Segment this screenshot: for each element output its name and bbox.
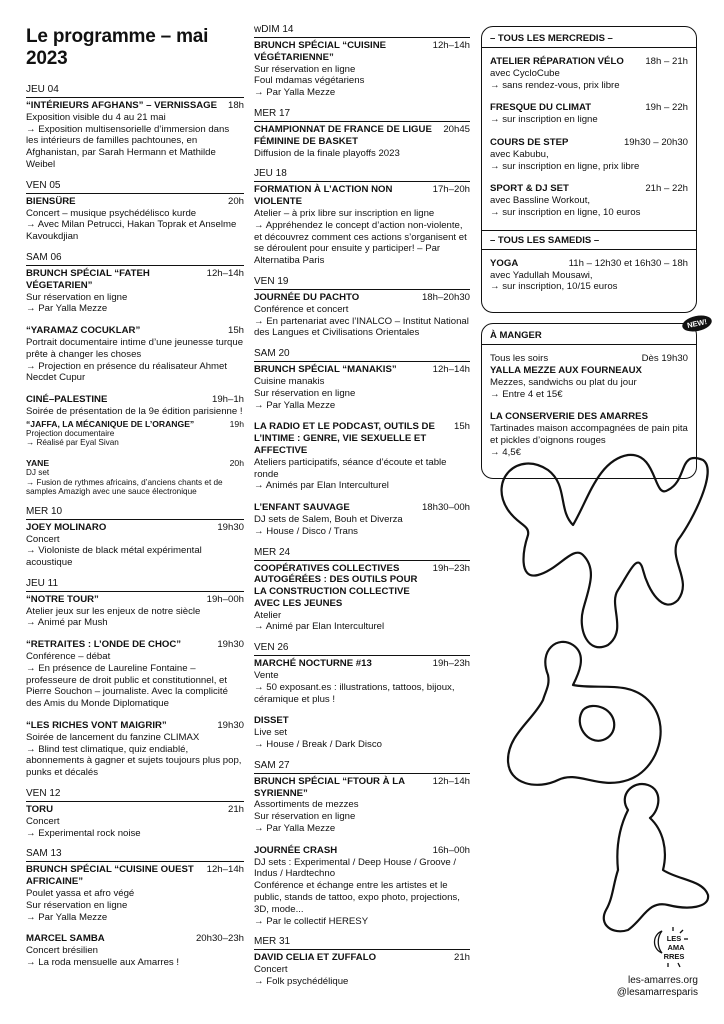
event-line: → Exposition multisensorielle d’immersion dans les intérieurs de familles pachtounes, en Afghanistan, par Sarah Hermann et Mathilde Weibel (26, 123, 230, 170)
samedis-label: – TOUS LES SAMEDIS – (482, 230, 696, 250)
event (254, 715, 470, 750)
event-time: 16h–00h (432, 844, 470, 856)
day-heading: MER 10 (26, 506, 244, 520)
event-line: Soirée de présentation de la 9e édition parisienne ! (26, 405, 243, 417)
event-line: Projection documentaire (26, 428, 115, 438)
event-line: DJ sets : Experimental / Deep House / Groove / Indus / Hardtechno (254, 856, 457, 880)
day-heading: VEN 26 (254, 642, 470, 656)
column-middle (254, 24, 470, 997)
event (490, 102, 688, 126)
event-title: BRUNCH SPÉCIAL “CUISINE VÉGÉTARIENNE” (254, 40, 387, 63)
event-title: COOPÉRATIVES COLLECTIVES AUTOGÉRÉES : DES OUTILS POUR LA CONSTRUCTION COLLECTIVE AVEC LES JEUNES (254, 562, 418, 609)
event-time: 19h – 22h (645, 102, 688, 114)
sub-event (26, 458, 244, 497)
event-line: → 50 exposant.es : illustrations, tattoos, bijoux, céramique et plus ! (254, 681, 455, 705)
event-header (26, 196, 244, 208)
event (254, 40, 470, 99)
page-title: Le programme – mai 2023 (26, 26, 209, 69)
event-line: → Animés par Elan Interculturel (254, 480, 389, 492)
event-title: BRUNCH SPÉCIAL “FATEH VÉGETARIEN” (26, 267, 150, 291)
logo-moon-icon (655, 931, 663, 953)
event-title: BRUNCH SPÉCIAL “CUISINE OUEST AFRICAINE” (26, 864, 194, 888)
event-line: Diffusion de la finale playoffs 2023 (254, 147, 400, 159)
event-header (490, 258, 688, 270)
event-time: 19h–23h (432, 658, 470, 670)
day-block (254, 168, 470, 267)
instagram-handle[interactable]: @lesamarresparis (616, 987, 698, 998)
event-title: BRUNCH SPÉCIAL “FTOUR À LA SYRIENNE” (254, 775, 405, 799)
food-title: YALLA MEZZE AUX FOURNEAUX (490, 364, 642, 376)
event-title: YOGA (490, 257, 519, 269)
event-header (490, 102, 688, 114)
event-header (26, 394, 244, 406)
event-line: Conférence et concert (254, 303, 349, 315)
event-title: FORMATION À L’ACTION NON VIOLENTE (254, 184, 393, 208)
event-line: Sur réservation en ligne (26, 291, 128, 303)
event (254, 952, 470, 987)
day-block (254, 108, 470, 159)
day-block (26, 180, 244, 243)
event-time: 19h–1h (211, 394, 244, 406)
event-header (254, 184, 470, 208)
event (490, 183, 688, 218)
event-line: Exposition visible du 4 au 21 mai (26, 111, 166, 123)
event-line: → House / Break / Dark Disco (254, 739, 382, 751)
event-header (490, 183, 688, 195)
event (26, 325, 244, 384)
column-left (26, 26, 244, 978)
event-title: COURS DE STEP (490, 136, 569, 148)
event-time: 19h30 (217, 521, 244, 533)
event-time: 11h – 12h30 et 16h30 – 18h (568, 257, 688, 269)
mercredis-label: – TOUS LES MERCREDIS – (482, 33, 696, 48)
event-line: Atelier (254, 609, 282, 621)
event (254, 502, 470, 537)
event-line: Concert (26, 533, 60, 545)
event-line: → Blind test climatique, quiz endiablé, abonnements à gagner et sujets toujours plus pop, punks et décalés (26, 743, 242, 779)
day-heading: VEN 12 (26, 788, 244, 802)
event-line: → Experimental rock noise (26, 827, 141, 839)
dancing-figures-illustration (478, 440, 718, 940)
food-item (490, 353, 688, 400)
event-line: → La roda mensuelle aux Amarres ! (26, 957, 180, 969)
event (254, 563, 470, 634)
event-time: 19h–00h (206, 593, 244, 605)
day-heading: JEU 18 (254, 168, 470, 182)
event-line: → Violoniste de black métal expérimental acoustique (26, 545, 202, 569)
event-title: L’ENFANT SAUVAGE (254, 502, 350, 514)
event-header (254, 715, 470, 727)
event-header (254, 563, 470, 610)
day-heading: MER 31 (254, 936, 470, 950)
event-title: “RETRAITES : L’ONDE DE CHOC” (26, 639, 182, 651)
event-line: → Par Yalla Mezze (26, 303, 108, 315)
event (26, 594, 244, 629)
event-title: CINÉ–PALESTINE (26, 394, 108, 406)
day-heading: MER 24 (254, 547, 470, 561)
event-title: “YARAMAZ COCUKLAR” (26, 325, 141, 337)
food-pre-time: Dès 19h30 (641, 353, 688, 365)
food-pre: Tous les soirs (490, 353, 549, 365)
event-time: 12h–14h (432, 40, 470, 51)
event-line: Atelier jeux sur les enjeux de notre siècle (26, 605, 201, 617)
event-line: Sur réservation en ligne (254, 811, 356, 823)
event-line: Poulet yassa et afro végé (26, 888, 135, 900)
event-time: 15h (227, 325, 244, 337)
event-line: DJ sets de Salem, Bouh et Diverza (254, 513, 403, 525)
day-block (26, 578, 244, 779)
event-time: 17h–20h (432, 184, 470, 196)
event-time: 21h – 22h (645, 183, 688, 195)
event-header (26, 268, 244, 292)
event-title: ATELIER RÉPARATION VÉLO (490, 56, 624, 67)
event (254, 292, 470, 339)
day-heading: VEN 05 (26, 180, 244, 194)
day-block (254, 547, 470, 634)
event-header (26, 100, 244, 112)
svg-text:AMA: AMA (667, 943, 685, 952)
event-line: → sur inscription, 10/15 euros (490, 281, 618, 293)
event-header (26, 419, 244, 429)
event-line: Concert – musique psychédélisco kurde (26, 207, 197, 219)
event-time: 12h–14h (432, 775, 470, 787)
event (254, 184, 470, 267)
event (26, 394, 244, 497)
event-title: MARCEL SAMBA (26, 933, 105, 945)
sub-event (26, 419, 244, 448)
event-header (254, 124, 470, 148)
event-line: Concert brésilien (26, 945, 98, 957)
event-header (254, 292, 470, 304)
day-block (26, 788, 244, 839)
event-header (254, 658, 470, 670)
event (26, 100, 244, 171)
event-time: 21h (227, 804, 244, 816)
event-line: Ateliers participatifs, séance d’écoute et table ronde (254, 456, 447, 480)
event-header (254, 502, 470, 514)
event-line: → sur inscription en ligne (490, 114, 598, 126)
event-line: → Avec Milan Petrucci, Hakan Toprak et Anselme Kavoukdjian (26, 219, 237, 243)
event-time: 12h–14h (206, 864, 244, 876)
event-header (26, 720, 244, 732)
event-line: → Réalisé par Eyal Sivan (26, 438, 119, 448)
event-header (26, 804, 244, 816)
day-heading: MER 17 (254, 108, 470, 122)
day-heading: SAM 06 (26, 252, 244, 266)
event-line: → Animé par Mush (26, 617, 108, 629)
event-time: 15h (453, 421, 470, 433)
event-line: Concert (254, 964, 288, 976)
event-time: 20h30–23h (195, 933, 244, 945)
event-line: Portrait documentaire intime d’une jeunesse turque prête à changer les choses (26, 336, 244, 360)
day-block (254, 276, 470, 339)
event-header (490, 137, 688, 149)
event (490, 258, 688, 293)
svg-text:LES: LES (666, 934, 682, 943)
event-title: CHAMPIONNAT DE FRANCE DE LIGUE FÉMININE DE BASKET (254, 123, 432, 147)
event-line: avec Bassline Workout, (490, 195, 591, 207)
day-heading: VEN 19 (254, 276, 470, 290)
day-block (254, 642, 470, 751)
day-block (254, 348, 470, 537)
event (254, 364, 470, 411)
food-line: → 4,5€ (490, 446, 521, 458)
event (490, 56, 688, 91)
event-time: 19h30 – 20h30 (623, 136, 688, 148)
event (254, 124, 470, 159)
event-title: BRUNCH SPÉCIAL “MANAKIS” (254, 364, 397, 376)
event-line: → Par Yalla Mezze (254, 823, 336, 835)
event-line: Atelier – à prix libre sur inscription en ligne (254, 207, 435, 219)
day-heading: JEU 04 (26, 84, 244, 98)
event-time: 18h30–00h (421, 502, 470, 514)
event-header (254, 40, 470, 64)
event-line: Live set (254, 727, 288, 739)
event-title: “NOTRE TOUR” (26, 593, 99, 605)
event-header (254, 776, 470, 800)
les-amarres-logo (648, 925, 698, 969)
event-line: → En partenariat avec l’INALCO – Institut National des Langues et Civilisations Orientales (254, 315, 469, 339)
event-time: 19h30 (217, 639, 244, 651)
event-title: TORU (26, 804, 54, 816)
event (254, 845, 470, 928)
day-block (26, 84, 244, 171)
day-heading: SAM 13 (26, 848, 244, 862)
event-line: Foul mdamas végétariens (254, 75, 365, 87)
food-line: → Entre 4 et 15€ (490, 388, 563, 400)
figure-top (502, 455, 708, 647)
event-title: DISSET (254, 715, 289, 727)
event-line: Sur réservation en ligne (26, 899, 128, 911)
event-line: Sur réservation en ligne (254, 387, 356, 399)
event-header (254, 421, 470, 456)
event-line: → sur inscription en ligne, 10 euros (490, 206, 641, 218)
event-title: “JAFFA, LA MÉCANIQUE DE L’ORANGE” (26, 418, 195, 429)
new-badge: NEW! (681, 313, 713, 334)
event-time: 20h (227, 195, 244, 207)
svg-text:RRES: RRES (663, 952, 685, 961)
event-line: → Par Yalla Mezze (254, 399, 336, 411)
event-title: LA RADIO ET LE PODCAST, OUTILS DE L’INTIME : GENRE, VIE SEXUELLE ET AFFECTIVE (254, 421, 435, 456)
day-block (254, 936, 470, 987)
day-heading: SAM 27 (254, 760, 470, 774)
day-heading: SAM 20 (254, 348, 470, 362)
schedule-list-2 (254, 24, 470, 988)
event-line: Cuisine manakis (254, 375, 325, 387)
event (490, 137, 688, 172)
day-block (26, 506, 244, 569)
schedule-list-1 (26, 84, 244, 969)
website-link[interactable]: les-amarres.org (627, 975, 698, 986)
event-line: → Par le collectif HERESY (254, 915, 369, 927)
food-line: Tartinades maison accompagnées de pain pita et pickles d’oignons rouges (490, 423, 688, 446)
samedis-list (490, 258, 688, 293)
event-line: → Animé par Elan Interculturel (254, 621, 385, 633)
event-header (254, 845, 470, 857)
event-title: JOURNÉE DU PACHTO (254, 291, 360, 303)
event-line: → Folk psychédélique (254, 976, 349, 988)
event-title: YANE (26, 457, 50, 468)
event (26, 268, 244, 315)
event-time: 12h–14h (432, 364, 470, 376)
event-line: → House / Disco / Trans (254, 525, 358, 537)
food-label: À MANGER (482, 330, 696, 345)
event-line: Conférence – débat (26, 651, 111, 663)
event-line: avec Yadullah Mousawi, (490, 269, 593, 281)
food-pre-header (490, 353, 688, 365)
day-heading: wDIM 14 (254, 24, 470, 38)
event-time: 18h – 21h (645, 56, 688, 67)
event-line: → En présence de Laureline Fontaine – professeure de droit public et constitutionnel, et Pierre Souchon – journaliste. Avec la complicité des Amis du Monde Diplomatique (26, 662, 228, 710)
event-time: 12h–14h (206, 267, 244, 279)
event-time: 19h (229, 418, 244, 429)
food-title: LA CONSERVERIE DES AMARRES (490, 411, 648, 423)
event-time: 21h (453, 952, 470, 964)
event-time: 19h–23h (432, 562, 470, 574)
event-line: → Par Yalla Mezze (26, 911, 108, 923)
event-line: Sur réservation en ligne (254, 63, 356, 75)
event-header (26, 594, 244, 606)
figure-middle (508, 642, 661, 785)
event-header (26, 522, 244, 534)
event-header (254, 952, 470, 964)
event-time: 18h (227, 100, 244, 111)
event-line: avec CycloCube (490, 67, 560, 79)
day-block (26, 848, 244, 968)
event-title: JOURNÉE CRASH (254, 844, 338, 856)
event-header (26, 458, 244, 468)
event-header (254, 364, 470, 376)
event-time: 20h45 (443, 123, 470, 135)
event (254, 421, 470, 492)
day-block (254, 24, 470, 99)
event-header (26, 933, 244, 945)
event-title: MARCHÉ NOCTURNE #13 (254, 658, 372, 670)
event (26, 864, 244, 923)
event-title: BIENSÜRE (26, 195, 76, 207)
event (26, 522, 244, 569)
event-line: Conférence et échange entre les artistes et le public, stands de tattoo, expo photo, projections, 3D, mode... (254, 880, 460, 915)
event-line: Concert (26, 815, 60, 827)
event-line: → Projection en présence du réalisateur Ahmet Necdet Cupur (26, 360, 228, 384)
event-title: “LES RICHES VONT MAIGRIR” (26, 720, 167, 732)
event-line: avec Kabubu, (490, 148, 549, 160)
event-title: FRESQUE DU CLIMAT (490, 102, 592, 114)
event-header (26, 639, 244, 651)
event-title: DAVID CELIA ET ZUFFALO (254, 952, 377, 964)
event-line: Assortiments de mezzes (254, 799, 359, 811)
event-time: 20h (229, 457, 244, 468)
event (26, 720, 244, 779)
day-block (26, 252, 244, 497)
footer (617, 975, 698, 999)
event-line: → Fusion de rythmes africains, d’anciens chants et de samples Amazigh avec une sauce électronique (26, 477, 223, 497)
event-line: Vente (254, 670, 279, 682)
event-line: → Par Yalla Mezze (254, 87, 336, 99)
event-line: → sur inscription en ligne, prix libre (490, 160, 640, 172)
mercredis-list (490, 56, 688, 219)
event-time: 19h30 (217, 720, 244, 732)
event-header (26, 325, 244, 337)
event (26, 639, 244, 710)
event-title: SPORT & DJ SET (490, 183, 569, 195)
day-block (254, 760, 470, 928)
event-title: JOEY MOLINARO (26, 521, 107, 533)
event (254, 658, 470, 705)
event (26, 804, 244, 839)
event-line: Soirée de lancement du fanzine CLIMAX (26, 731, 200, 743)
event-line: → Appréhendez le concept d’action non-violente, et découvrez comment ces actions s’organisent et se déroulent pour ensuite y participer! – Par Alternatiba Paris (254, 219, 467, 267)
weekly-box (481, 26, 697, 313)
event-title: “INTÉRIEURS AFGHANS” – VERNISSAGE (26, 100, 218, 111)
column-right (481, 26, 697, 479)
figure-bottom (604, 784, 708, 931)
day-heading: JEU 11 (26, 578, 244, 592)
event (26, 933, 244, 968)
event-header (490, 56, 688, 68)
event (254, 776, 470, 835)
event-line: → sans rendez-vous, prix libre (490, 79, 620, 91)
event-line: DJ set (26, 467, 50, 477)
event (26, 196, 244, 243)
event-time: 18h–20h30 (421, 291, 470, 303)
event-header (26, 864, 244, 888)
food-line: Mezzes, sandwichs ou plat du jour (490, 376, 637, 388)
